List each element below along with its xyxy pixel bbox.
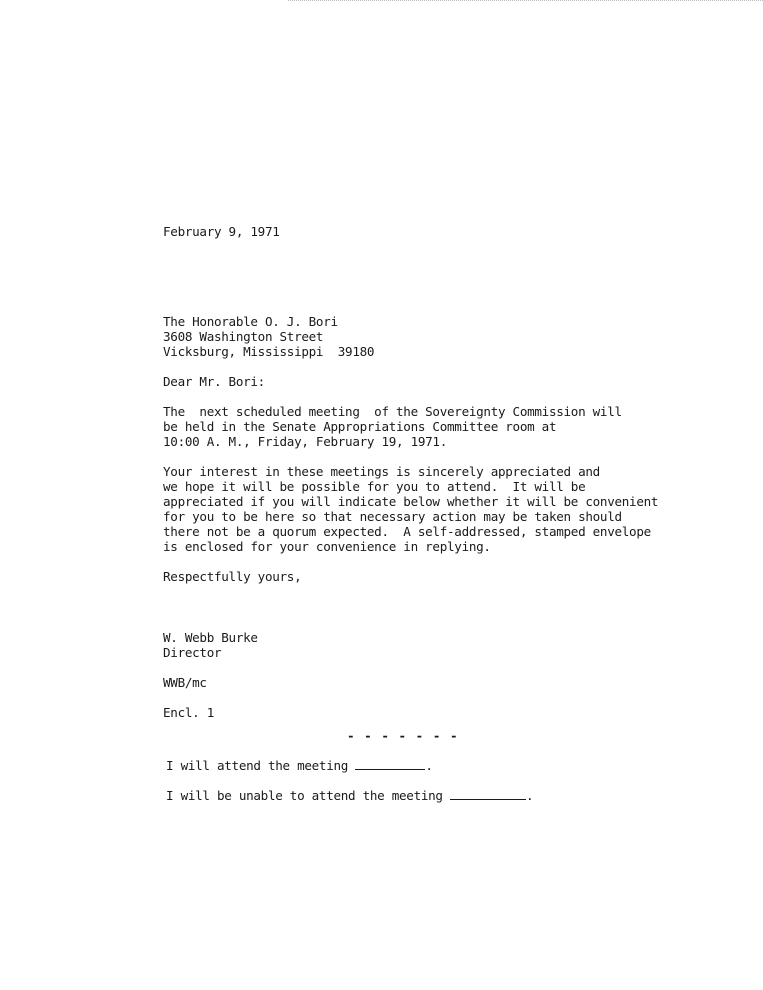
paragraph-line: The next scheduled meeting of the Sovereignty Commission will (163, 404, 622, 419)
paragraph-line: appreciated if you will indicate below whether it will be convenient (163, 494, 659, 509)
salutation: Dear Mr. Bori: (163, 374, 265, 389)
paragraph-line: Your interest in these meetings is sincerely appreciated and (163, 464, 600, 479)
signer-title: Director (163, 645, 222, 660)
unable-blank-line[interactable] (450, 788, 526, 800)
paragraph-line: be held in the Senate Appropriations Committee room at (163, 419, 557, 434)
reply-unable-label: I will be unable to attend the meeting (166, 788, 451, 803)
enclosure-note: Encl. 1 (163, 705, 214, 720)
paragraph-attendance-request (163, 464, 723, 554)
paragraph-line: for you to be here so that necessary action may be taken should (163, 509, 622, 524)
paragraph-line: there not be a quorum expected. A self-addressed, stamped envelope (163, 524, 651, 539)
closing: Respectfully yours, (163, 569, 302, 584)
reply-attend (163, 758, 723, 773)
separator-dashes: - - - - - - - (347, 728, 459, 743)
paragraph-line: is enclosed for your convenience in replying. (163, 539, 491, 554)
paragraph-meeting-notice (163, 404, 723, 449)
reply-unable-period: . (526, 788, 534, 803)
signature-block (163, 630, 723, 660)
letter-date: February 9, 1971 (163, 224, 280, 239)
typist-initials: WWB/mc (163, 675, 207, 690)
reply-unable (163, 788, 723, 803)
recipient-address (163, 314, 723, 359)
top-dotted-rule (288, 0, 763, 1)
attend-blank-line[interactable] (355, 758, 425, 770)
reply-attend-period: . (425, 758, 433, 773)
reply-attend-label: I will attend the meeting (166, 758, 356, 773)
letter-body (163, 224, 723, 818)
address-line: Vicksburg, Mississippi 39180 (163, 344, 375, 359)
signer-name: W. Webb Burke (163, 630, 258, 645)
address-line: 3608 Washington Street (163, 329, 324, 344)
paragraph-line: we hope it will be possible for you to attend. It will be (163, 479, 586, 494)
address-line: The Honorable O. J. Bori (163, 314, 338, 329)
paragraph-line: 10:00 A. M., Friday, February 19, 1971. (163, 434, 448, 449)
